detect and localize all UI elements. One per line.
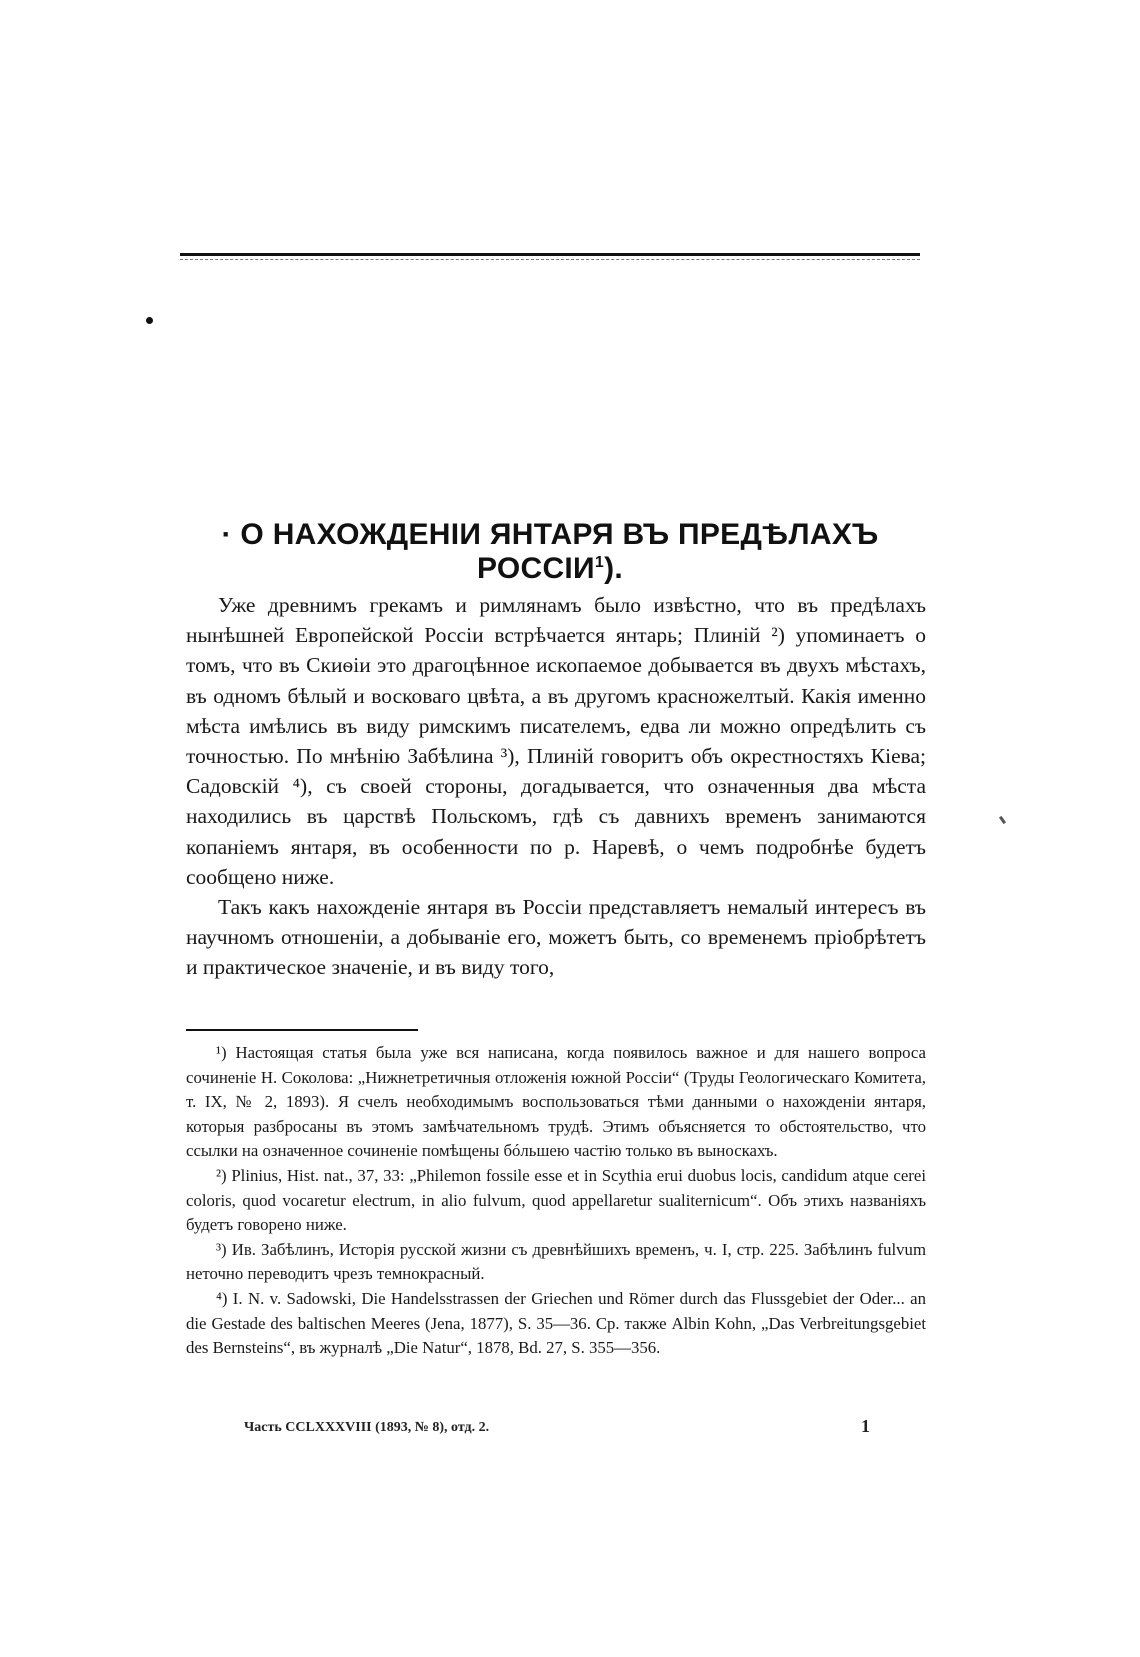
page-signature: Часть CCLXXXVIII (1893, № 8), отд. 2. (244, 1420, 490, 1435)
article-title (190, 518, 910, 586)
footnote-1: ¹) Настоящая статья была уже вся написана, когда появилось важное и для нашего вопроса сочиненіе Н. Соколова: „Нижнетретичныя отложенія южной Россіи“ (Труды Геологическаго Комитета, т. IX, № 2, 1893). Я счелъ необходимымъ воспользоваться тѣми данными о нахожденіи янтаря, которыя разбросаны въ этомъ замѣчательномъ трудѣ. Этимъ объясняется то обстоятельство, что ссылки на означенное сочиненіе помѣщены бóльшею частію только въ выноскахъ. (186, 1043, 926, 1161)
footnote-2: ²) Plinius, Hist. nat., 37, 33: „Philemon fossile esse et in Scythia erui duobus locis, candidum atque cerei coloris, quod vocaretur electrum, in alio fulvum, quod appellaretur sualiternicum“. Объ этихъ названіяхъ будетъ говорено ниже. (186, 1165, 926, 1235)
title-text: О НАХОЖДЕНІИ ЯНТАРЯ ВЪ ПРЕДѢЛАХЪ РОССІИ (240, 518, 879, 585)
footnote-rule (186, 1029, 418, 1031)
page-number: 1 (861, 1416, 870, 1436)
header-rule-faint (180, 259, 920, 260)
title-prefix: · (221, 518, 232, 551)
margin-dot (146, 317, 153, 324)
header-rule (180, 253, 920, 256)
footnotes (186, 1041, 926, 1361)
footnote-4: ⁴) I. N. v. Sadowski, Die Handelsstrassen der Griechen und Römer durch das Flussgebiet der Oder... an die Gestade des baltischen Meeres (Jena, 1877), S. 35—36. Ср. также Albin Kohn, „Das Verbreitungsgebiet des Bernsteins“, въ журналѣ „Die Natur“, 1878, Bd. 27, S. 355—356. (186, 1288, 926, 1358)
margin-mark (999, 816, 1006, 824)
body-paragraph-1: Уже древнимъ грекамъ и римлянамъ было извѣстно, что въ предѣлахъ нынѣшней Европейской Россіи встрѣчается янтарь; Плиній ²) упоминаетъ о томъ, что въ Скиѳіи это драгоцѣнное ископаемое добывается въ двухъ мѣстахъ, въ одномъ бѣлый и восковаго цвѣта, а въ другомъ красножелтый. Какія именно мѣста имѣлись въ виду римскимъ писателемъ, едва ли можно опредѣлить съ точностью. По мнѣнію Забѣлина ³), Плиній говоритъ объ окрестностяхъ Кіева; Садовскій ⁴), съ своей стороны, догадывается, что означенныя два мѣста находились въ царствѣ Польскомъ, гдѣ съ давнихъ временъ занимаются копаніемъ янтаря, въ особенности по р. Наревѣ, о чемъ подробнѣе будетъ сообщено ниже. (186, 593, 926, 889)
footnote-3: ³) Ив. Забѣлинъ, Исторія русской жизни съ древнѣйшихъ временъ, ч. I, стр. 225. Забѣлинъ fulvum неточно переводитъ чрезъ темнокрасный. (186, 1239, 926, 1284)
article-body (186, 590, 926, 983)
title-suffix: ). (604, 552, 624, 585)
body-paragraph-2: Такъ какъ нахожденіе янтаря въ Россіи представляетъ немалый интересъ въ научномъ отношеніи, а добываніе его, можетъ быть, со временемъ пріобрѣтетъ и практическое значеніе, и въ виду того, (186, 895, 926, 980)
title-note-mark: 1 (594, 554, 605, 571)
